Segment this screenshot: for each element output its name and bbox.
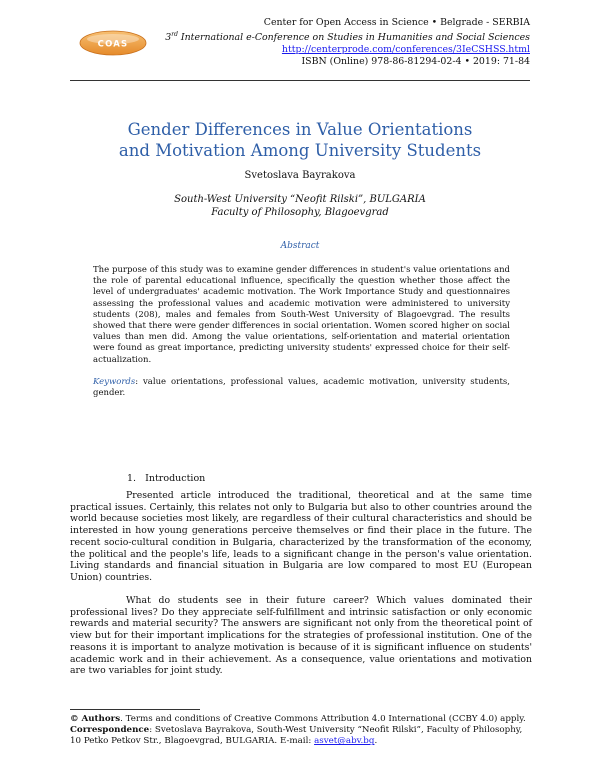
body-paragraph: What do students see in their future career? Which values dominated their professional lives? Do they appreciate self-fulfillment and intrinsic satisfaction or only economic rewards and material security? The answers are significant not only from the theoretical point of view but for their important implications for the strategies of professional institution. One of the reasons it is important to analyze motivation is because of it is significant influence on students' academic work and in their achievement. As a consequence, value orientations and motivation are two variables for joint study. xyxy=(70,595,532,677)
keywords xyxy=(93,377,510,399)
section-heading-introduction: 1. Introduction xyxy=(127,473,206,484)
email-link[interactable]: asvet@abv.bg xyxy=(314,736,375,747)
paper-title: Gender Differences in Value Orientations and Motivation Among University Students xyxy=(118,120,482,160)
keywords-label: Keywords xyxy=(93,377,136,387)
isbn-line: ISBN (Online) 978-86-81294-02-4 • 2019: 71-84 xyxy=(301,55,530,67)
conference-name: 3rd International e-Conference on Studies in Humanities and Social Sciences xyxy=(165,30,530,43)
abstract-heading: Abstract xyxy=(280,241,320,251)
abstract-body: The purpose of this study was to examine gender differences in student's value orientations and the role of parental educational influence, specifically the question whether those affect the level of undergraduates' academic motivation. The Work Importance Study and questionnaires assessing the professional values and academic motivation were administered to university students (208), males and females from South-West University of Blagoevgrad. The results showed that there were gender differences in social orientation. Women scored higher on social values than men did. Among the value orientations, self-orientation and material orientation were found as great importance, predicting university students' expressed choice for their self-actualization. xyxy=(93,265,510,365)
correspondence-label: Correspondence xyxy=(70,725,150,736)
keywords-list: : value orientations, professional values, academic motivation, university students, gender. xyxy=(93,377,510,399)
authors-label: Authors xyxy=(81,714,121,724)
author-name: Svetoslava Bayrakova xyxy=(244,170,356,181)
header-divider xyxy=(70,80,530,81)
journal-header xyxy=(150,17,530,67)
correspondence-text: : Svetoslava Bayrakova, South-West University “Neofit Rilski”, Faculty of Philosophy, 10 Petko Petkov Str., Blagoevgrad, BULGARIA. E-mail: xyxy=(70,725,523,747)
license-text: . Terms and conditions of Creative Commons Attribution 4.0 International (CCBY 4.0) apply. xyxy=(120,714,526,724)
affiliation: South-West University “Neofit Rilski”, BULGARIA Faculty of Philosophy, Blagoevgrad xyxy=(174,194,426,218)
conference-link[interactable]: http://centerprode.com/conferences/3IeCSHSS.html xyxy=(281,43,530,55)
center-name: Center for Open Access in Science • Belgrade - SERBIA xyxy=(263,17,530,28)
footnote-divider xyxy=(70,709,200,710)
coas-logo xyxy=(79,30,147,56)
footnote: © Authors. Terms and conditions of Creative Commons Attribution 4.0 International (CCBY 4.0) apply. Correspondence: Svetoslava Bayrakova, South-West University “Neofit Rilski”, Faculty of Philosophy, 10 Petko Petkov Str., Blagoevgrad, BULGARIA. E-mail: asvet@abv.bg. xyxy=(70,714,526,747)
logo-text: COAS xyxy=(97,39,129,50)
body-paragraph: Presented article introduced the traditional, theoretical and at the same time practical issues. Certainly, this relates not only to Bulgaria but also to other countries around the world because societies most likely, are regardless of their cultural characteristics and should be interested in how young generations perceive themselves or find their place in the future. The recent socio-cultural condition in Bulgaria, characterized by the transformation of the economy, the political and the people's life, leads to a significant change in the person's value orientation. Living standards and financial situation in Bulgaria are low compared to most EU (European Union) countries. xyxy=(70,490,532,583)
